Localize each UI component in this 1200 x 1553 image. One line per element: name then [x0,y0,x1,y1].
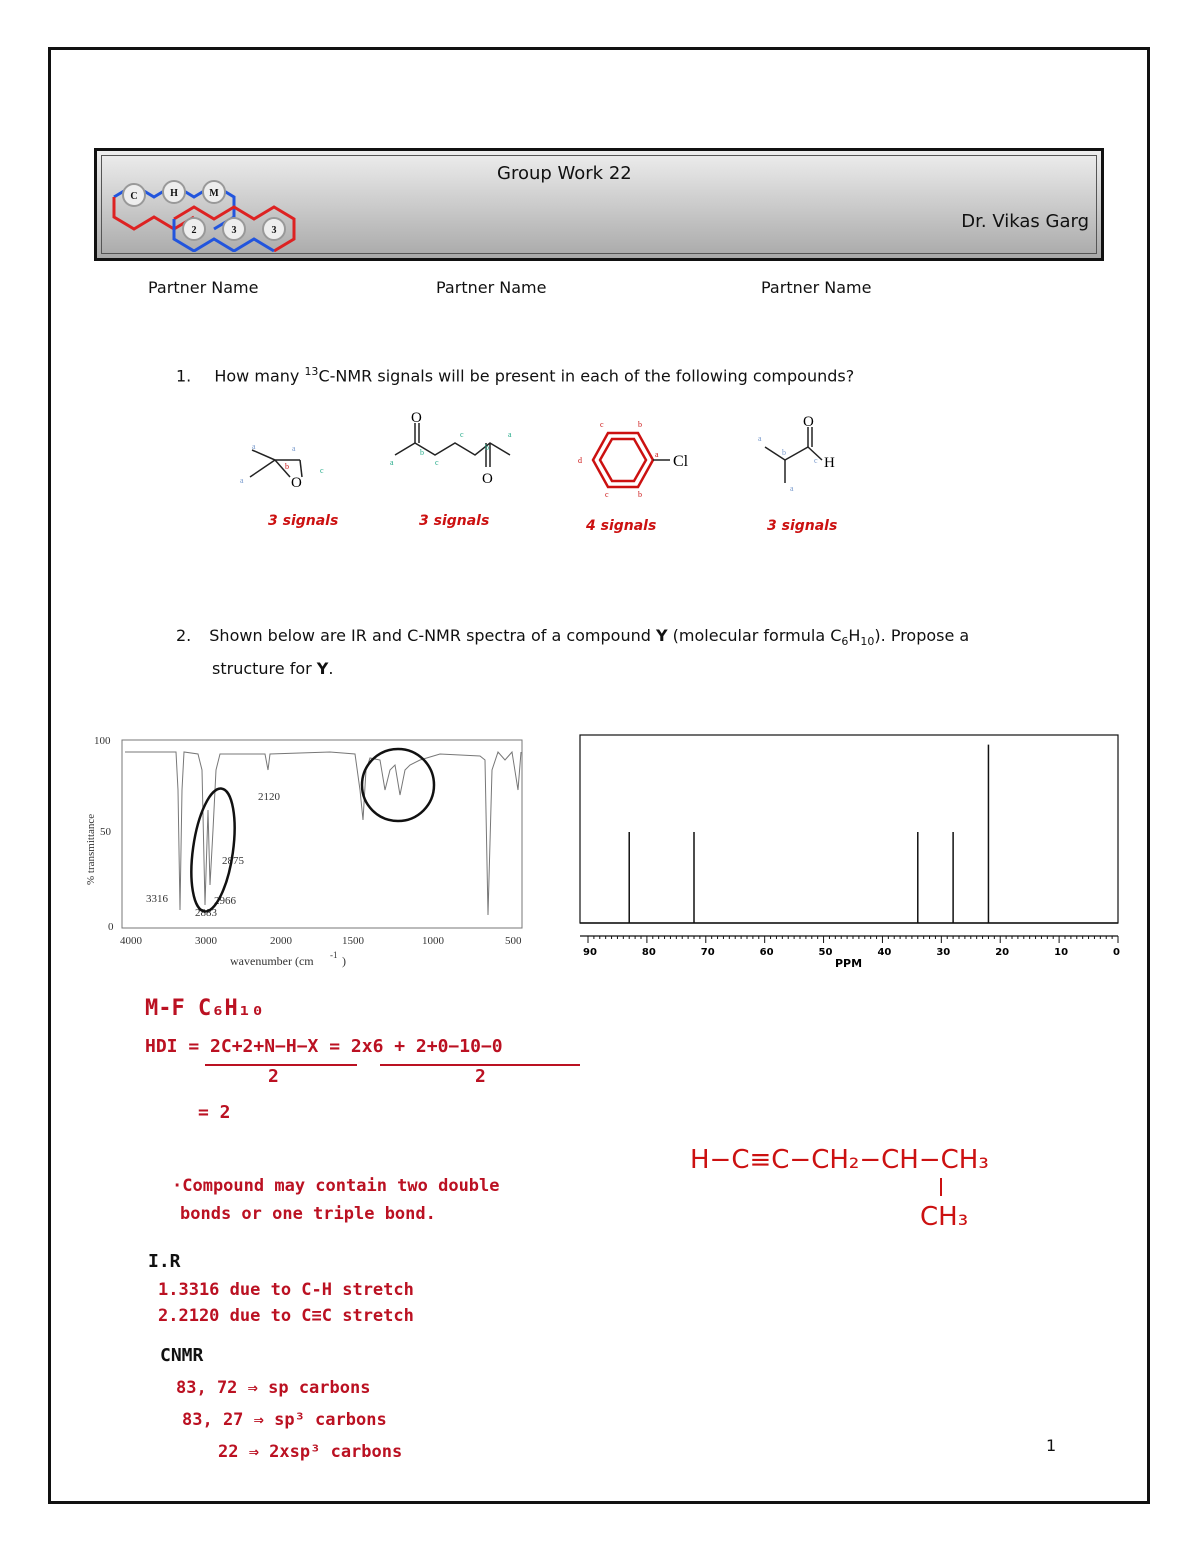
q2-compound-2: Y [316,659,329,679]
logo-letter-1: C [130,191,138,202]
diketone-o-bottom: O [482,471,493,487]
page-number: 1 [1046,1436,1057,1455]
partner-name-1: Partner Name [148,278,259,297]
ir-peak-2966: 2966 [214,895,236,907]
ir-spectrum [80,730,540,975]
chloro-label: Cl [673,453,689,470]
svg-text:b: b [638,490,642,499]
answer-compound-3: 4 signals [586,518,657,534]
svg-text:): ) [342,954,346,968]
hw-hdi-den-1: 2 [268,1066,279,1087]
hw-note-line-2: bonds or one triple bond. [180,1204,436,1224]
q2-text-a: Shown below are IR and C-NMR spectra of a compound [209,626,656,645]
q2-compound-1: Y [655,626,668,645]
ir-xtick-4000: 4000 [120,935,142,947]
hw-note-line-1: ·Compound may contain two double [172,1176,500,1196]
hw-ir-line-2: 2.2120 due to C≡C stretch [158,1306,414,1326]
question-2 [176,622,1036,682]
nmr-tick-label-80: 80 [641,947,656,958]
partner-name-3: Partner Name [761,278,872,297]
ir-peak-2120: 2120 [258,791,280,803]
q2-text-e: structure for [212,659,317,679]
hw-structure-bond [940,1178,942,1196]
svg-text:a: a [390,458,394,467]
author-name: Dr. Vikas Garg [961,211,1089,232]
logo-letter-5: 3 [231,225,237,236]
svg-text:c: c [320,466,324,475]
worksheet-title: Group Work 22 [497,163,632,184]
q2-number: 2. [176,626,192,645]
hw-hdi-den-2: 2 [475,1066,486,1087]
logo-circles [123,181,285,240]
q2-text-c: H [848,626,861,645]
ir-plot-frame [122,740,522,928]
nmr-tick-label-20: 20 [995,947,1010,958]
svg-text:c: c [605,490,609,499]
svg-text:c: c [600,420,604,429]
ir-peak-2883: 2883 [195,907,217,919]
svg-text:c: c [814,456,818,465]
q2-text-f: . [328,659,334,679]
ir-ytick-100: 100 [94,735,111,747]
ir-xtick-2000: 2000 [270,935,292,947]
compound-1-epoxide [250,450,302,477]
svg-text:b: b [485,443,489,452]
epoxide-o-label: O [291,475,302,491]
q1-structures [230,405,870,505]
svg-text:b: b [638,420,642,429]
nmr-tick-label-70: 70 [700,947,715,958]
ir-xtick-1000: 1000 [422,935,444,947]
q2-text-d: ). Propose a [874,626,970,645]
cnmr-spectrum [578,733,1128,973]
chm-logo [109,157,309,252]
logo-letter-4: 2 [191,225,197,236]
nmr-tick-label-30: 30 [936,947,951,958]
aldehyde-o-label: O [803,414,814,430]
logo-letter-6: 3 [271,225,277,236]
hw-ir-heading: I.R [148,1251,181,1272]
hw-ir-line-1: 1.3316 due to C-H stretch [158,1280,414,1300]
svg-text:a: a [655,450,659,459]
nmr-tick-label-50: 50 [818,947,833,958]
compound-2-diketone [395,423,510,467]
hw-structure-main-chain: H−C≡C−CH₂−CH−CH₃ [690,1145,989,1175]
ir-ytick-0: 0 [108,921,114,933]
ir-ylabel: % transmittance [85,813,97,885]
hw-cnmr-heading: CNMR [160,1345,204,1366]
hw-cnmr-line-1: 83, 72 ⇒ sp carbons [176,1378,371,1398]
hw-molecular-formula: M-F C₆H₁₀ [145,996,265,1021]
svg-text:a: a [508,430,512,439]
nmr-tick-label-90: 90 [583,947,597,958]
compound-3-chlorobenzene [593,433,670,487]
q1-text-post: C-NMR signals will be present in each of the following compounds? [318,366,855,386]
ir-peak-2875: 2875 [222,855,244,867]
aldehyde-h-label: H [824,455,835,471]
svg-text:a: a [790,484,794,493]
ir-xtick-3000: 3000 [195,935,217,947]
nmr-plot-frame [580,735,1118,923]
hw-fraction-bar-1 [205,1064,357,1066]
svg-text:c: c [460,430,464,439]
svg-text:c: c [435,458,439,467]
nmr-tick-label-10: 10 [1054,947,1069,958]
q2-sub-1: 6 [841,635,849,649]
answer-compound-4: 3 signals [767,518,838,534]
hw-hdi-formula: HDI = 2C+2+N−H−X = 2x6 + 2+0−10−0 [145,1036,503,1057]
nmr-tick-label-40: 40 [877,947,892,958]
logo-letter-3: M [209,188,219,199]
ir-xlabel: wavenumber (cm [230,954,314,968]
svg-text:b: b [420,448,424,457]
q2-text-b: (molecular formula C [667,626,842,645]
answer-compound-2: 3 signals [419,513,490,529]
svg-text:a: a [292,444,296,453]
q2-sub-2: 10 [860,635,875,649]
answer-compound-1: 3 signals [268,513,339,529]
q1-number: 1. [176,366,192,386]
hw-cnmr-line-2: 83, 27 ⇒ sp³ carbons [182,1410,387,1430]
ir-xtick-500: 500 [505,935,522,947]
nmr-tick-label-0: 0 [1113,947,1120,958]
q1-text-pre: How many [214,366,305,386]
svg-text:d: d [578,456,582,465]
svg-text:a: a [252,442,256,451]
ir-ytick-50: 50 [100,826,111,838]
ir-xtick-1500: 1500 [342,935,364,947]
hw-cnmr-line-3: 22 ⇒ 2xsp³ carbons [218,1442,403,1462]
nmr-tick-label-60: 60 [759,947,774,958]
diketone-o-top: O [411,410,422,426]
header-banner [94,148,1104,261]
hw-hdi-result: = 2 [198,1102,231,1123]
svg-text:a: a [758,434,762,443]
q1-superscript: 13 [304,365,319,378]
svg-text:b: b [782,448,786,457]
compound-4-aldehyde [765,427,822,483]
logo-letter-2: H [170,188,178,199]
nmr-xlabel: PPM [835,957,863,970]
ir-xlabel-sup: -1 [330,950,338,960]
svg-text:b: b [285,462,289,471]
question-1 [176,358,854,389]
hw-structure-branch: CH₃ [920,1202,969,1232]
partner-name-2: Partner Name [436,278,547,297]
ir-peak-3316: 3316 [146,893,168,905]
svg-text:a: a [240,476,244,485]
